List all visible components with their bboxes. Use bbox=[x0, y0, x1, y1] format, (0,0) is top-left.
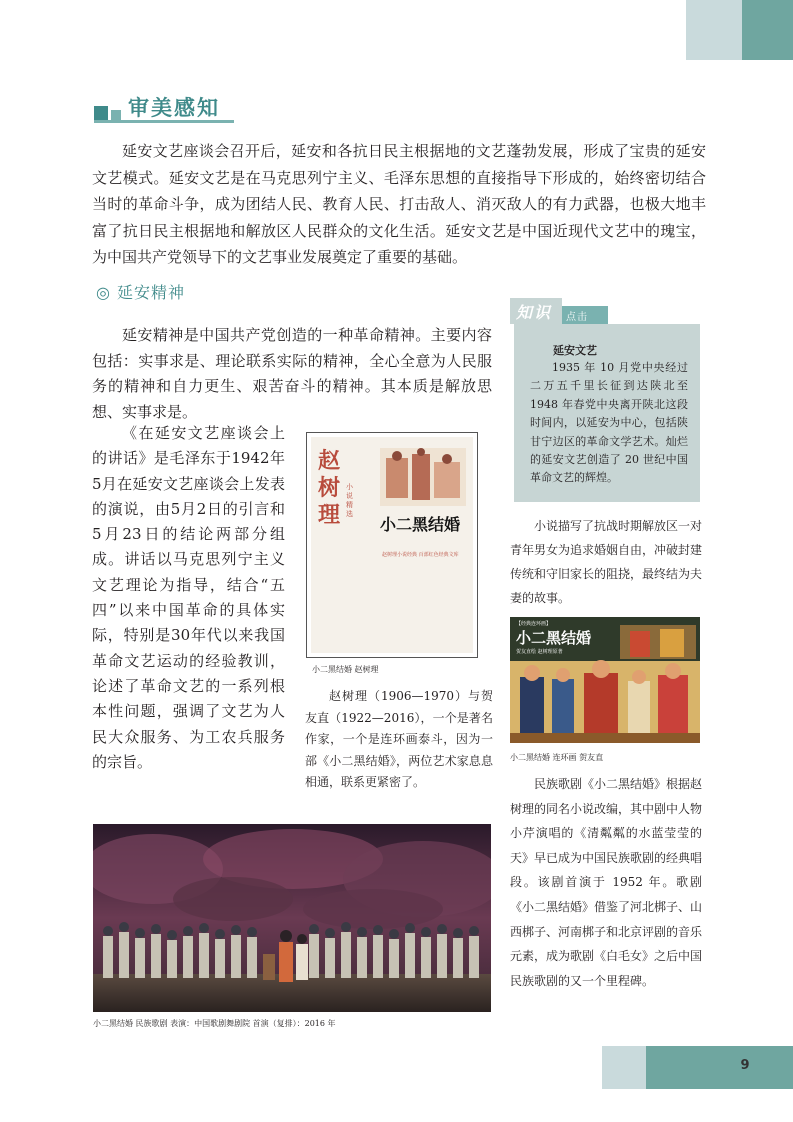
book-author: 赵树理 bbox=[318, 448, 341, 528]
book-series-text: 赵树理小说经典 百部红色经典文库 bbox=[382, 552, 459, 558]
book-title: 小二黑结婚 bbox=[380, 515, 461, 534]
knowledge-text: 1935 年 10 月党中央经过二万五千里长征到达陕北至 1948 年春党中央离开陕北这段时间内，以延安为中心，包括陕甘宁边区的革命文学艺术。灿烂的延安文艺创造了 20 世纪中国革命文艺的辉煌。 bbox=[530, 361, 688, 485]
knowledge-tab-sub: 点击 bbox=[566, 312, 588, 323]
book-cover-illustration bbox=[380, 448, 466, 506]
corner-block-dark bbox=[742, 0, 793, 60]
note-authors: 赵树理（1906—1970）与贺友直（1922—2016），一个是著名作家，一个是连环画泰斗，因为一部《小二黑结婚》，两位艺术家息息相通，联系更紧密了。 bbox=[305, 689, 493, 789]
footer-block-dark bbox=[646, 1046, 793, 1089]
section-marker-small-square bbox=[111, 110, 121, 120]
caption-novel: 小二黑结婚 赵树理 bbox=[312, 665, 379, 674]
lianhuanhua-title: 小二黑结婚 bbox=[516, 629, 592, 647]
knowledge-title: 延安文艺 bbox=[553, 344, 597, 357]
footer-block-light bbox=[602, 1046, 646, 1089]
lianhuanhua-cover-image bbox=[510, 617, 700, 743]
subheading: ◎ 延安精神 bbox=[96, 283, 186, 302]
corner-block-light bbox=[686, 0, 742, 60]
note-novel: 小说描写了抗战时期解放区一对青年男女为追求婚姻自由，冲破封建传统和守旧家长的阻挠，最终结为夫妻的故事。 bbox=[510, 519, 703, 605]
book-subtitle: 小说精选 bbox=[346, 483, 353, 518]
lianhuanhua-banner: 【经典连环画】 bbox=[516, 621, 552, 627]
paragraph-yanan-spirit: 延安精神是中国共产党创造的一种革命精神。主要内容包括：实事求是、理论联系实际的精神，全心全意为人民服务的精神和自力更生、艰苦奋斗的精神。其本质是解放思想、实事求是。 bbox=[92, 326, 492, 421]
section-title: 审美感知 bbox=[128, 96, 220, 120]
lianhuanhua-subtitle: 贺友直绘 赵树理原著 bbox=[516, 649, 563, 655]
intro-paragraph: 延安文艺座谈会召开后，延安和各抗日民主根据地的文艺蓬勃发展，形成了宝贵的延安文艺模式。延安文艺是在马克思列宁主义、毛泽东思想的直接指导下形成的，始终密切结合当时的革命斗争，成为团结人民、教育人民、打击敌人、消灭敌人的有力武器，也极大地丰富了抗日民主根据地和解放区人民群众的文化生活。延安文艺是中国近现代文艺中的瑰宝，为中国共产党领导下的文艺事业发展奠定了重要的基础。 bbox=[92, 142, 706, 266]
knowledge-tab-label: 知识 bbox=[516, 303, 553, 322]
caption-opera: 小二黑结婚 民族歌剧 表演：中国歌剧舞剧院 首演（复排）：2016 年 bbox=[93, 1019, 336, 1028]
note-opera: 民族歌剧《小二黑结婚》根据赵树理的同名小说改编，其中剧中人物小芹演唱的《清粼粼的水蓝莹莹的天》早已成为中国民族歌剧的经典唱段。该剧首演于 1952 年。歌剧《小二黑结婚》借鉴了河北梆子、山西梆子、河南梆子和北京评剧的音乐元素，成为歌剧《白毛女》之后中国民族歌剧的又一个里程碑。 bbox=[510, 777, 703, 988]
opera-stage-photo bbox=[93, 824, 491, 1012]
paragraph-talks: 《在延安文艺座谈会上的讲话》是毛泽东于1942年5月在延安文艺座谈会上发表的演说，由5月2日的引言和5月23日的结论两部分组成。讲话以马克思列宁主义文艺理论为指导，结合“五四”以来中国革命的具体实际，特别是30年代以来我国革命文艺运动的经验教训，论述了革命文艺的一系列根本性问题，强调了文艺为人民大众服务、为工农兵服务的宗旨。 bbox=[92, 424, 285, 771]
caption-lianhuanhua: 小二黑结婚 连环画 贺友直 bbox=[510, 753, 604, 762]
page-number: 9 bbox=[740, 1058, 750, 1073]
section-marker-square bbox=[94, 106, 108, 120]
